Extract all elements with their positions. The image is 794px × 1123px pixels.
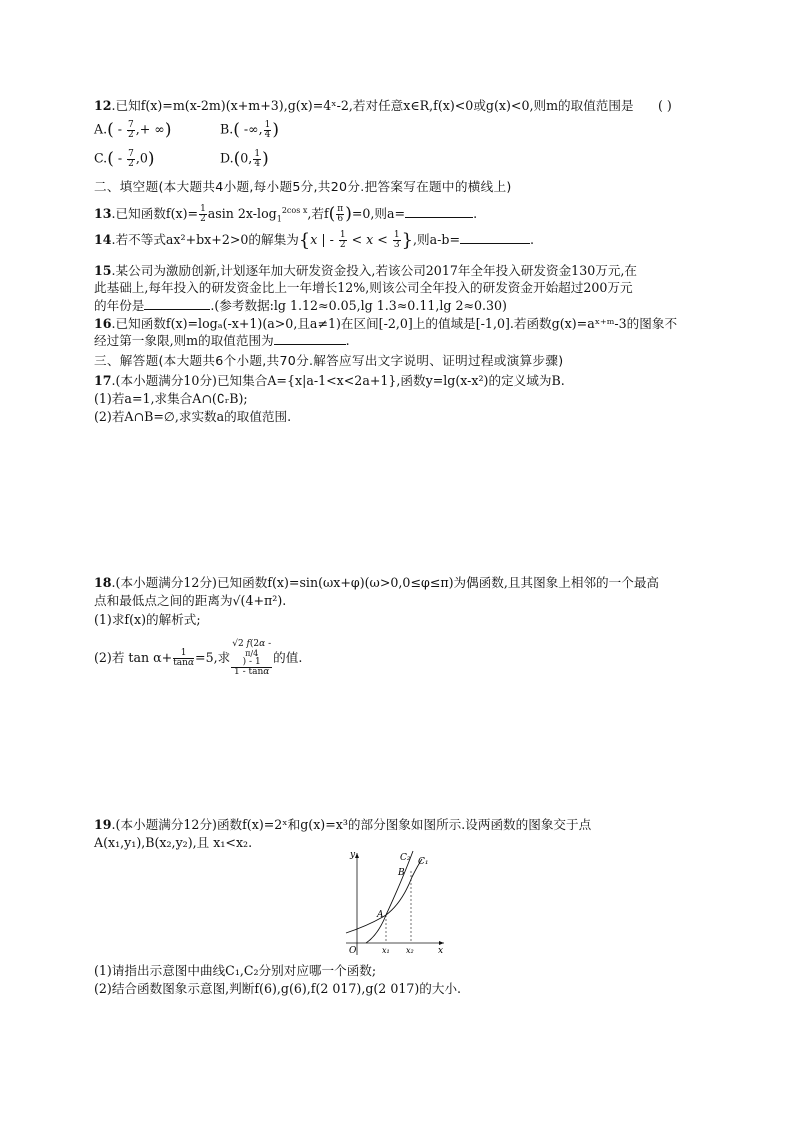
y-axis-arrow-icon — [355, 853, 359, 858]
q12-option-a: A.( - $\frac{7}{2}$ ,+ ∞) — [94, 119, 172, 140]
q15-answer-blank[interactable] — [144, 297, 210, 310]
q12-option-b: B.( -∞, $\frac{1}{4}$ ) — [220, 119, 280, 140]
q19-part1: (1)请指出示意图中曲线C₁,C₂分别对应哪一个函数; — [94, 963, 377, 978]
curve-c1-label: C₁ — [418, 857, 429, 867]
x-label: x — [438, 946, 444, 956]
q13-answer-blank[interactable] — [405, 205, 473, 218]
q12-number: 12 — [94, 98, 112, 113]
q16-line1: 16.已知函数f(x)=logₐ(-x+1)(a>0,且a≠1)在区间[-2,0]上的值域是[-1,0].若函数g(x)=aˣ⁺ᵐ-3的图象不 — [94, 316, 678, 331]
q13: 13.已知函数f(x)= $\frac{1}{2}$ asin $2x-\log_1^{2cos x}$,若f( $\frac{\pi}{6}$ )=0,则a= . — [94, 204, 478, 225]
section-3-title: 三、解答题(本大题共6个小题,共70分.解答应写出文字说明、证明过程或演算步骤) — [94, 353, 564, 368]
q15-line2: 此基础上,每年投入的研发资金比上一年增长12%,则该公司全年投入的研发资金开始超过200万元 — [94, 280, 633, 295]
q12-stem — [94, 97, 634, 114]
curve-c2-label: C₂ — [400, 853, 411, 863]
origin-label: O — [349, 946, 357, 956]
q17-part1: (1)若a=1,求集合A∩(∁ᵣB); — [94, 391, 248, 406]
q14-answer-blank[interactable] — [460, 231, 530, 244]
q18-line1: 18.(本小题满分12分)已知函数f(x)=sin(ωx+φ)(ω>0,0≤φ≤π)为偶函数,且其图象上相邻的一个最高 — [94, 575, 660, 590]
q19-line1: 19.(本小题满分12分)函数f(x)=2ˣ和g(x)=x³的部分图象如图所示.设两函数的图象交于点 — [94, 817, 592, 832]
q19-line2: A(x₁,y₁),B(x₂,y₂),且 x₁<x₂. — [94, 835, 253, 850]
x1-label: x₁ — [382, 946, 390, 955]
q15-line3: 的年份是 .(参考数据:lg 1.12≈0.05,lg 1.3≈0.11,lg 2≈0.30) — [94, 298, 507, 313]
y-label: y — [350, 850, 356, 860]
x2-label: x₂ — [406, 946, 414, 955]
section-2-title: 二、填空题(本大题共4小题,每小题5分,共20分.把答案写在题中的横线上) — [94, 179, 512, 194]
x-axis-arrow-icon — [439, 941, 444, 945]
q17-line1: 17.(本小题满分10分)已知集合A={x|a-1<x<2a+1},函数y=lg(x-x²)的定义域为B. — [94, 373, 565, 388]
q12-text: .已知f(x)=m(x-2m)(x+m+3),g(x)=4ˣ-2,若对任意x∈R,f(x)<0或g(x)<0,则m的取值范围是 — [111, 98, 634, 113]
q15-line1: 15.某公司为激励创新,计划逐年加大研发资金投入,若该公司2017年全年投入研发资金130万元,在 — [94, 263, 638, 278]
q12-option-c: C.( - $\frac{7}{2}$ ,0) — [94, 148, 155, 169]
q18-part2: (2)若 tan α+ $\frac{1}{\tan\alpha}$ =5,求 √2 f(2α - π/4 ) - 1 1 - tanα 的值. — [94, 639, 303, 677]
q17-part2: (2)若A∩B=∅,求实数a的取值范围. — [94, 409, 292, 424]
q16-line2: 经过第一象限,则m的取值范围为 . — [94, 333, 350, 348]
q14: 14.若不等式ax²+bx+2>0的解集为{x | - $\frac{1}{2}$ < x < $\frac{1}{3}$ },则a-b= . — [94, 230, 535, 251]
q12-answer-paren: ( ) — [658, 98, 672, 113]
q12-option-d: D.(0, $\frac{1}{4}$ ) — [220, 148, 269, 169]
point-b-label: B — [398, 868, 405, 878]
q18-line2: 点和最低点之间的距离为√(4+π²). — [94, 593, 287, 608]
q18-part1: (1)求f(x)的解析式; — [94, 612, 201, 627]
function-graph-figure — [340, 845, 450, 957]
q16-answer-blank[interactable] — [274, 332, 346, 345]
curve-c2 — [366, 851, 413, 943]
point-a-label: A — [377, 910, 384, 920]
q19-part2: (2)结合函数图象示意图,判断f(6),g(6),f(2 017),g(2 017)的大小. — [94, 981, 462, 996]
